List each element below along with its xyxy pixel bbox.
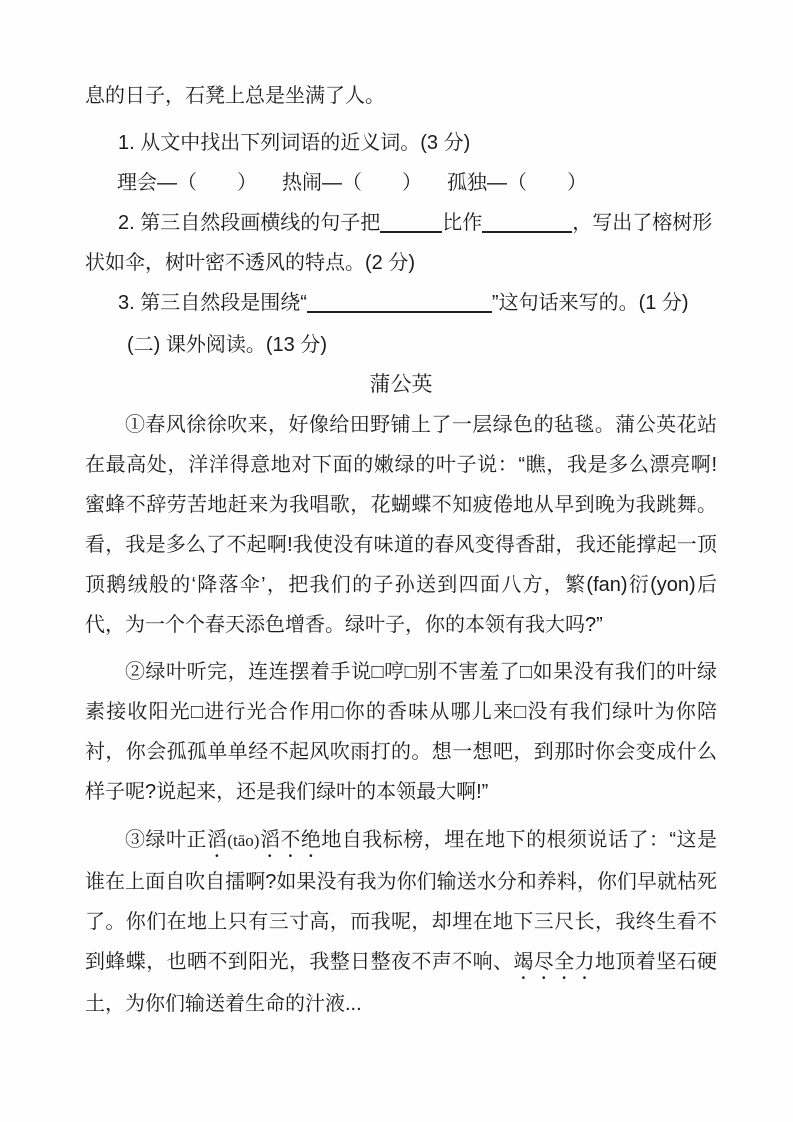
- passage-2-title: 蒲公英: [369, 373, 433, 396]
- question-2: [85, 203, 717, 283]
- answer-blank-2: [482, 209, 572, 233]
- passage-2-paragraph-2: ②绿叶听完，连连摆着手说□哼□别不害羞了□如果没有我们的叶绿素接收阳光□进行光合作用□你的香味从哪儿来□没有我们绿叶为你陪衬，你会孤孤单单经不起风吹雨打的。想一想吧，到那时你会变成什么样子呢?说起来，还是我们绿叶的本领最大啊!”: [85, 661, 717, 803]
- p3-emphasized-jie-jin-quan-li: 竭尽全力: [513, 951, 596, 973]
- p3-text-b: 地自我标榜，埋在地下的根须说话了：“这是谁在上面自吹自擂啊?如果没有我为你们输送水分和养料，你们早就枯死了。你们在地上只有三寸高，而我呢，却埋在地下三尺长，我终生看不到蜂蝶，也晒不到阳光，我整日整夜不声不响、: [85, 829, 717, 973]
- question-2-text-b: 比作: [442, 212, 483, 234]
- p3-emphasized-tao: 滔: [206, 829, 228, 851]
- question-1: 1. 从文中找出下列词语的近义词。(3 分): [118, 132, 471, 154]
- synonym-pair-3: 孤独—（ ）: [447, 172, 587, 194]
- p3-pinyin-annotation: (tāo): [227, 831, 260, 850]
- p3-text-c: 地顶着坚石硬土，为你们输送着生命的汁液...: [85, 951, 718, 1015]
- question-3-text-a: 3. 第三自然段是围绕“: [118, 292, 307, 314]
- answer-blank-3: [307, 289, 492, 313]
- passage-2-paragraph-1: ①春风徐徐吹来，好像给田野铺上了一层绿色的毡毯。蒲公英花站在最高处，洋洋得意地对下面的嫩绿的叶子说：“瞧，我是多么漂亮啊!蜜蜂不辞劳苦地赶来为我唱歌，花蝴蝶不知疲倦地从早到晚为我跳舞。看，我是多么了不起啊!我使没有味道的春风变得香甜，我还能撑起一顶顶鹅绒般的‘降落伞’，把我们的子孙送到四面八方，繁(fan)衍(yon)后代，为一个个春天添色增香。绿叶子，你的本领有我大吗?”: [85, 414, 717, 636]
- p3-text-a: ③绿叶正: [125, 829, 207, 851]
- p3-emphasized-tao-bu-jue: 滔不绝: [259, 829, 322, 851]
- synonym-pair-1: 理会—（ ）: [117, 172, 257, 194]
- answer-blank-1: [380, 209, 442, 233]
- question-2-text-c: ，写出了榕树形状如伞，树叶密不透风的特点。(2 分): [85, 212, 713, 274]
- passage1-ending-line: 息的日子，石凳上总是坐满了人。: [85, 85, 385, 107]
- worksheet-content: [85, 76, 717, 1024]
- passage-2-paragraph-3: [85, 820, 717, 1024]
- section-2-heading: (二) 课外阅读。(13 分): [127, 334, 327, 356]
- question-1-answer-line: [85, 163, 717, 203]
- synonym-pair-2: 热闹—（ ）: [282, 172, 422, 194]
- question-2-text-a: 2. 第三自然段画横线的句子把: [118, 212, 381, 234]
- question-3: [85, 283, 717, 323]
- question-3-text-b: ”这句话来写的。(1 分): [491, 292, 689, 314]
